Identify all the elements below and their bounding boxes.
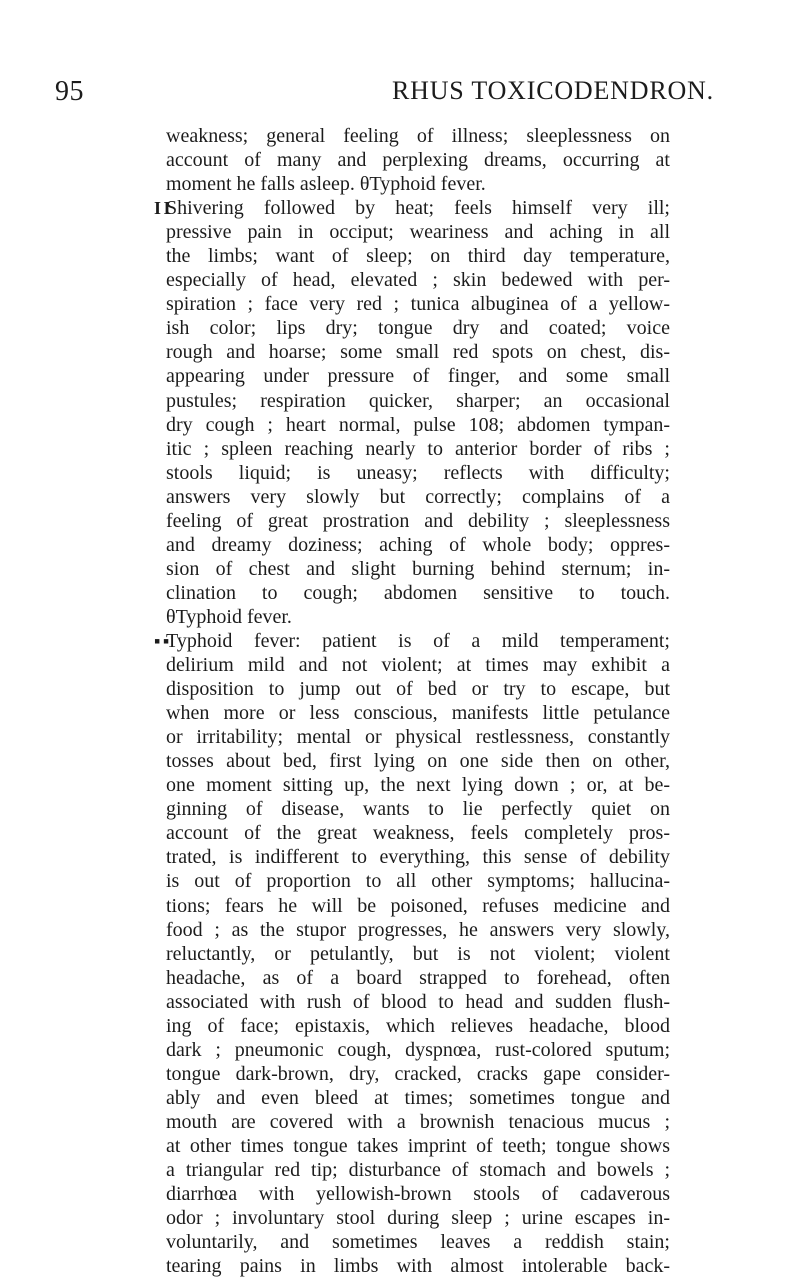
text-line: ish color; lips dry; tongue dry and coated; voice	[166, 317, 670, 340]
text-line: dark ; pneumonic cough, dyspnœa, rust-colored sputum;	[166, 1038, 670, 1061]
text-line: at other times tongue takes imprint of teeth; tongue shows	[166, 1134, 670, 1157]
text-line: ▪ ▪ Typhoid fever: patient is of a mild temperament;	[154, 629, 670, 652]
text-line: diarrhœa with yellowish-brown stools of cadaverous	[166, 1183, 670, 1206]
page-number: 95	[55, 76, 84, 107]
page-header	[55, 76, 715, 116]
text-line: I I Shivering followed by heat; feels himself very ill;	[154, 197, 670, 220]
text-line: ing of face; epistaxis, which relieves headache, blood	[166, 1014, 670, 1037]
text-line: food ; as the stupor progresses, he answers very slowly,	[166, 918, 670, 941]
text-line: and dreamy doziness; aching of whole body; oppres-	[166, 533, 670, 556]
text-line: disposition to jump out of bed or try to escape, but	[166, 678, 670, 701]
text-line: itic ; spleen reaching nearly to anterior border of ribs ;	[166, 437, 670, 460]
text-line: mouth are covered with a brownish tenacious mucus ;	[166, 1110, 670, 1133]
text-line: associated with rush of blood to head and sudden flush-	[166, 990, 670, 1013]
text-line: answers very slowly but correctly; complains of a	[166, 485, 670, 508]
text-line: θTyphoid fever.	[166, 605, 292, 628]
text-line: pustules; respiration quicker, sharper; an occasional	[166, 389, 670, 412]
text-line: especially of head, elevated ; skin bedewed with per-	[166, 269, 670, 292]
text-line: moment he falls asleep. θTyphoid fever.	[166, 173, 486, 196]
text-line: when more or less conscious, manifests little petulance	[166, 702, 670, 725]
text-line: account of the great weakness, feels completely pros-	[166, 822, 670, 845]
text-line: tosses about bed, first lying on one side then on other,	[166, 750, 670, 773]
text-line: tearing pains in limbs with almost intolerable back-	[166, 1255, 670, 1278]
text-line: weakness; general feeling of illness; sleeplessness on	[166, 125, 670, 147]
text-line: appearing under pressure of finger, and some small	[166, 365, 670, 388]
symptom-marker: ▪ ▪	[154, 630, 169, 651]
running-title: RHUS TOXICODENDRON.	[392, 76, 714, 105]
text-line: delirium mild and not violent; at times may exhibit a	[166, 654, 670, 677]
text-line: tions; fears he will be poisoned, refuses medicine and	[166, 894, 670, 917]
text-line: dry cough ; heart normal, pulse 108; abdomen tympan-	[166, 413, 670, 436]
text-line: voluntarily, and sometimes leaves a reddish stain;	[166, 1231, 670, 1254]
text-line: sion of chest and slight burning behind sternum; in-	[166, 557, 670, 580]
text-line: pressive pain in occiput; weariness and aching in all	[166, 221, 670, 244]
text-line: one moment sitting up, the next lying down ; or, at be-	[166, 774, 670, 797]
text-line: ginning of disease, wants to lie perfectly quiet on	[166, 798, 670, 821]
text-line: reluctantly, or petulantly, but is not violent; violent	[166, 942, 670, 965]
text-line: stools liquid; is uneasy; reflects with difficulty;	[166, 461, 670, 484]
text-line: is out of proportion to all other symptoms; hallucina-	[166, 870, 670, 893]
text-line: feeling of great prostration and debility ; sleeplessness	[166, 509, 670, 532]
text-line: ably and even bleed at times; sometimes tongue and	[166, 1086, 670, 1109]
text-line: headache, as of a board strapped to forehead, often	[166, 966, 670, 989]
text-line: clination to cough; abdomen sensitive to touch.	[166, 581, 670, 604]
text-line: account of many and perplexing dreams, occurring at	[166, 149, 670, 172]
text-line: a triangular red tip; disturbance of stomach and bowels ;	[166, 1159, 670, 1182]
symptom-marker: I I	[154, 198, 170, 219]
text-line: spiration ; face very red ; tunica albuginea of a yellow-	[166, 293, 670, 316]
text-line: rough and hoarse; some small red spots on chest, dis-	[166, 341, 670, 364]
text-line: tongue dark-brown, dry, cracked, cracks gape consider-	[166, 1062, 670, 1085]
text-line: the limbs; want of sleep; on third day temperature,	[166, 245, 670, 268]
text-line: odor ; involuntary stool during sleep ; urine escapes in-	[166, 1207, 670, 1230]
body-text	[154, 124, 670, 1278]
text-line: or irritability; mental or physical restlessness, constantly	[166, 726, 670, 749]
text-line: trated, is indifferent to everything, this sense of debility	[166, 846, 670, 869]
